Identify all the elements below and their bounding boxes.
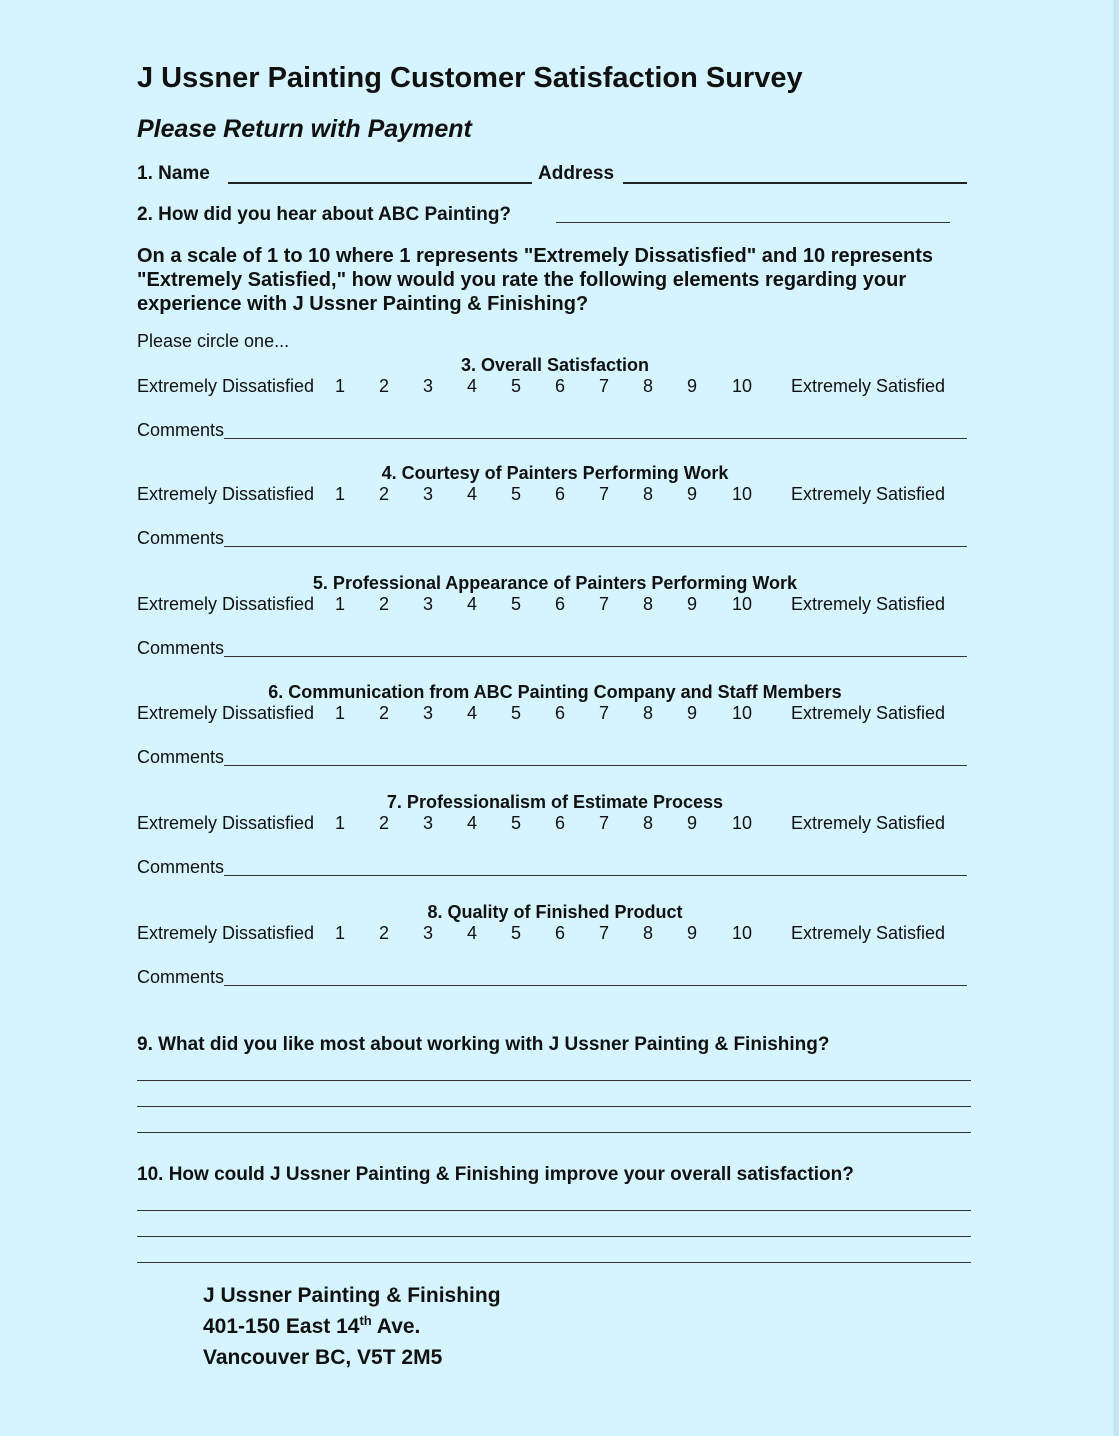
rating-option-2[interactable]: 2	[378, 703, 389, 723]
rating-scale	[137, 594, 967, 616]
rating-option-5[interactable]: 5	[510, 813, 521, 833]
address-label: Address	[538, 163, 615, 184]
question-title: 8. Quality of Finished Product	[427, 902, 683, 922]
name-label: 1. Name	[137, 163, 210, 184]
scale-high-label: Extremely Satisfied	[791, 484, 946, 504]
rating-option-6[interactable]: 6	[554, 703, 565, 723]
open-question-9: 9. What did you like most about working with J Ussner Painting & Finishing?	[137, 1034, 830, 1055]
rating-option-3[interactable]: 3	[422, 813, 433, 833]
footer-city: Vancouver BC, V5T 2M5	[203, 1346, 443, 1369]
rating-option-9[interactable]: 9	[686, 703, 697, 723]
hear-label: 2. How did you hear about ABC Painting?	[137, 204, 512, 225]
comments-input-line[interactable]	[224, 875, 967, 876]
comments-input-line[interactable]	[224, 546, 967, 547]
footer-street-suffix: Ave.	[371, 1315, 421, 1338]
answer-9-line-2[interactable]	[137, 1106, 971, 1107]
comments-input-line[interactable]	[224, 438, 967, 439]
scale-high-label: Extremely Satisfied	[791, 376, 946, 396]
scale-high-label: Extremely Satisfied	[791, 594, 946, 614]
rating-option-7[interactable]: 7	[598, 923, 609, 943]
rating-option-10[interactable]: 10	[731, 703, 753, 723]
rating-option-8[interactable]: 8	[642, 703, 653, 723]
scale-low-label: Extremely Dissatisfied	[137, 594, 315, 614]
comments-input-line[interactable]	[224, 765, 967, 766]
rating-option-6[interactable]: 6	[554, 376, 565, 396]
rating-option-8[interactable]: 8	[642, 813, 653, 833]
rating-scale	[137, 376, 967, 398]
question-title: 3. Overall Satisfaction	[460, 355, 650, 375]
rating-option-3[interactable]: 3	[422, 923, 433, 943]
answer-9-line-1[interactable]	[137, 1080, 971, 1081]
rating-option-5[interactable]: 5	[510, 594, 521, 614]
rating-option-4[interactable]: 4	[466, 923, 477, 943]
hear-input-line[interactable]	[556, 222, 950, 223]
rating-option-1[interactable]: 1	[334, 376, 345, 396]
rating-option-2[interactable]: 2	[378, 376, 389, 396]
comments-label: Comments	[137, 857, 225, 877]
rating-option-8[interactable]: 8	[642, 376, 653, 396]
rating-option-6[interactable]: 6	[554, 813, 565, 833]
rating-option-2[interactable]: 2	[378, 594, 389, 614]
scale-low-label: Extremely Dissatisfied	[137, 703, 315, 723]
rating-option-9[interactable]: 9	[686, 594, 697, 614]
rating-option-4[interactable]: 4	[466, 484, 477, 504]
rating-option-1[interactable]: 1	[334, 484, 345, 504]
rating-option-8[interactable]: 8	[642, 484, 653, 504]
circle-instruction: Please circle one...	[137, 331, 290, 351]
comments-label: Comments	[137, 420, 225, 440]
rating-option-7[interactable]: 7	[598, 594, 609, 614]
page-subtitle: Please Return with Payment	[137, 115, 472, 143]
rating-option-10[interactable]: 10	[731, 594, 753, 614]
rating-option-5[interactable]: 5	[510, 484, 521, 504]
rating-option-1[interactable]: 1	[334, 594, 345, 614]
question-title: 7. Professionalism of Estimate Process	[386, 792, 724, 812]
answer-10-line-2[interactable]	[137, 1236, 971, 1237]
rating-option-1[interactable]: 1	[334, 923, 345, 943]
rating-scale	[137, 923, 967, 945]
rating-option-10[interactable]: 10	[731, 484, 753, 504]
rating-option-4[interactable]: 4	[466, 594, 477, 614]
scale-high-label: Extremely Satisfied	[791, 813, 946, 833]
rating-option-10[interactable]: 10	[731, 923, 753, 943]
answer-9-line-3[interactable]	[137, 1132, 971, 1133]
question-title: 4. Courtesy of Painters Performing Work	[381, 463, 729, 483]
comments-input-line[interactable]	[224, 985, 967, 986]
rating-option-2[interactable]: 2	[378, 484, 389, 504]
rating-option-8[interactable]: 8	[642, 594, 653, 614]
rating-option-5[interactable]: 5	[510, 923, 521, 943]
comments-label: Comments	[137, 528, 225, 548]
rating-option-5[interactable]: 5	[510, 376, 521, 396]
scale-low-label: Extremely Dissatisfied	[137, 923, 315, 943]
rating-scale	[137, 703, 967, 725]
answer-10-line-3[interactable]	[137, 1262, 971, 1263]
page-edge	[1113, 0, 1119, 1436]
comments-label: Comments	[137, 638, 225, 658]
open-question-10: 10. How could J Ussner Painting & Finishing improve your overall satisfaction?	[137, 1164, 854, 1185]
rating-option-3[interactable]: 3	[422, 484, 433, 504]
rating-option-10[interactable]: 10	[731, 376, 753, 396]
rating-option-6[interactable]: 6	[554, 923, 565, 943]
rating-scale	[137, 484, 967, 506]
rating-option-5[interactable]: 5	[510, 703, 521, 723]
rating-option-10[interactable]: 10	[731, 813, 753, 833]
question-title: 5. Professional Appearance of Painters Performing Work	[312, 573, 798, 593]
rating-option-7[interactable]: 7	[598, 813, 609, 833]
rating-option-1[interactable]: 1	[334, 703, 345, 723]
rating-option-7[interactable]: 7	[598, 484, 609, 504]
rating-option-2[interactable]: 2	[378, 923, 389, 943]
scale-high-label: Extremely Satisfied	[791, 703, 946, 723]
footer-street-ordinal: th	[359, 1313, 372, 1328]
rating-option-4[interactable]: 4	[466, 703, 477, 723]
rating-scale	[137, 813, 967, 835]
rating-option-9[interactable]: 9	[686, 923, 697, 943]
scale-high-label: Extremely Satisfied	[791, 923, 946, 943]
footer-company: J Ussner Painting & Finishing	[203, 1284, 501, 1307]
footer-street-number: 401-150 East 14	[203, 1315, 360, 1338]
rating-option-7[interactable]: 7	[598, 376, 609, 396]
page-title: J Ussner Painting Customer Satisfaction Survey	[137, 62, 803, 94]
rating-option-9[interactable]: 9	[686, 484, 697, 504]
answer-10-line-1[interactable]	[137, 1210, 971, 1211]
rating-option-3[interactable]: 3	[422, 703, 433, 723]
rating-option-6[interactable]: 6	[554, 594, 565, 614]
rating-option-3[interactable]: 3	[422, 376, 433, 396]
rating-option-7[interactable]: 7	[598, 703, 609, 723]
rating-option-9[interactable]: 9	[686, 813, 697, 833]
rating-option-4[interactable]: 4	[466, 376, 477, 396]
rating-option-9[interactable]: 9	[686, 376, 697, 396]
intro-paragraph: On a scale of 1 to 10 where 1 represents "Extremely Dissatisfied" and 10 represents "Extremely Satisfied," how would you rate the following elements regarding your experience with J Ussner Painting & Finishing?	[137, 245, 933, 315]
address-input-line[interactable]	[623, 182, 967, 184]
scale-low-label: Extremely Dissatisfied	[137, 484, 315, 504]
rating-option-2[interactable]: 2	[378, 813, 389, 833]
question-title: 6. Communication from ABC Painting Company and Staff Members	[268, 682, 842, 702]
scale-low-label: Extremely Dissatisfied	[137, 376, 315, 396]
rating-option-1[interactable]: 1	[334, 813, 345, 833]
rating-option-3[interactable]: 3	[422, 594, 433, 614]
rating-option-6[interactable]: 6	[554, 484, 565, 504]
rating-option-8[interactable]: 8	[642, 923, 653, 943]
footer-street	[203, 1313, 420, 1339]
name-input-line[interactable]	[228, 182, 532, 184]
comments-label: Comments	[137, 747, 225, 767]
comments-label: Comments	[137, 967, 225, 987]
rating-option-4[interactable]: 4	[466, 813, 477, 833]
comments-input-line[interactable]	[224, 656, 967, 657]
scale-low-label: Extremely Dissatisfied	[137, 813, 315, 833]
